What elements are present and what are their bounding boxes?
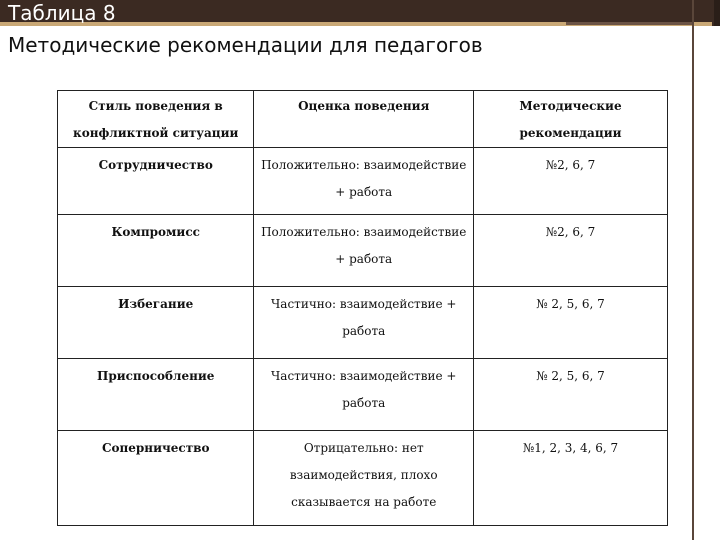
cell-assessment: Частично: взаимодействие + работа (254, 359, 474, 431)
header-behavior-style: Стиль поведения в конфликтной ситуации (58, 91, 254, 148)
recommendations-table (57, 90, 668, 526)
title-side-rule (566, 22, 692, 25)
table-row (58, 287, 668, 359)
cell-assessment: Положительно: взаимодействие + работа (254, 148, 474, 215)
cell-style: Избегание (58, 287, 254, 359)
table-row (58, 148, 668, 215)
slide-title-line-1: Таблица 8 (8, 1, 116, 25)
cell-style: Компромисс (58, 215, 254, 287)
cell-recommendations: № 2, 5, 6, 7 (474, 359, 668, 431)
cell-assessment: Отрицательно: нет взаимодействия, плохо сказывается на работе (254, 431, 474, 526)
slide-title-line-2: Методические рекомендации для педагогов (8, 33, 483, 57)
cell-recommendations: №2, 6, 7 (474, 148, 668, 215)
table-row (58, 215, 668, 287)
top-bar-edge (714, 0, 720, 26)
cell-assessment: Положительно: взаимодействие + работа (254, 215, 474, 287)
cell-assessment: Частично: взаимодействие + работа (254, 287, 474, 359)
cell-style: Соперничество (58, 431, 254, 526)
table-header-row (58, 91, 668, 148)
cell-style: Приспособление (58, 359, 254, 431)
table-row (58, 359, 668, 431)
right-vertical-rule (692, 0, 694, 540)
header-recommendations: Методические рекомендации (474, 91, 668, 148)
cell-recommendations: №1, 2, 3, 4, 6, 7 (474, 431, 668, 526)
cell-recommendations: №2, 6, 7 (474, 215, 668, 287)
cell-style: Сотрудничество (58, 148, 254, 215)
table-row (58, 431, 668, 526)
header-assessment: Оценка поведения (254, 91, 474, 148)
cell-recommendations: № 2, 5, 6, 7 (474, 287, 668, 359)
